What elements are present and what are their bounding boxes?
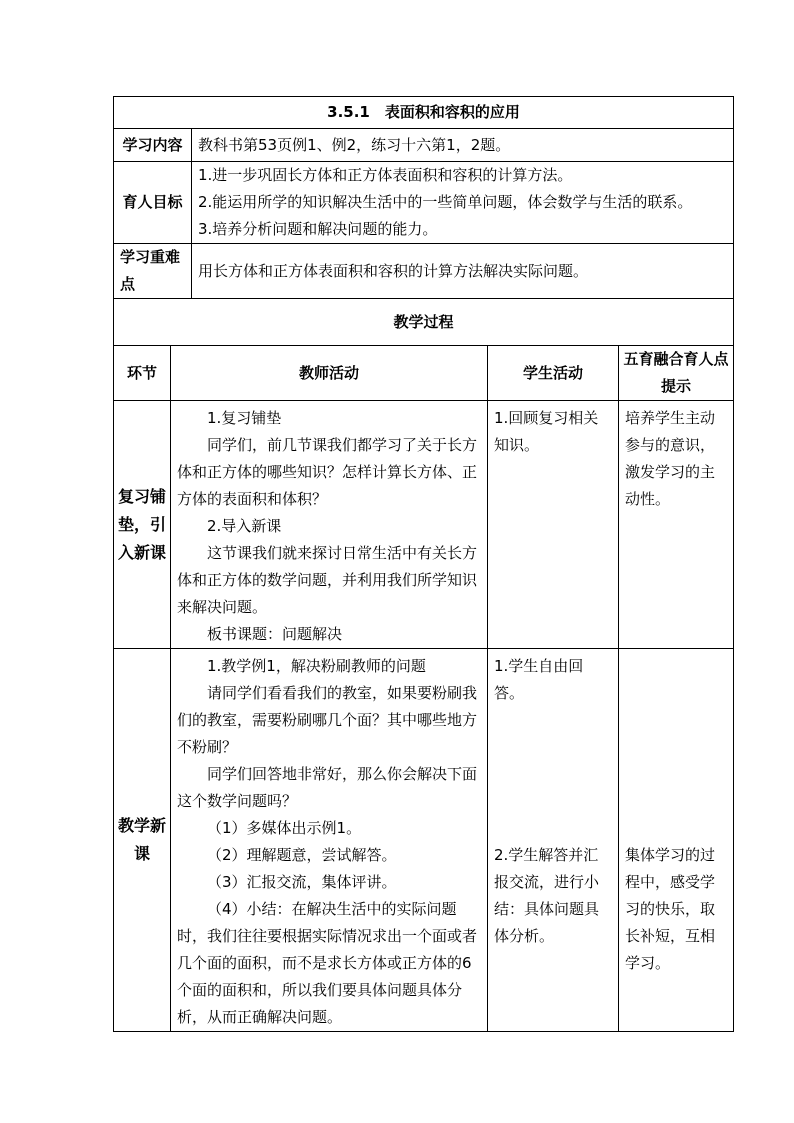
key-label: 学习重难点 bbox=[114, 244, 192, 299]
content-row bbox=[114, 129, 734, 162]
lesson-title: 3.5.1 表面积和容积的应用 bbox=[114, 97, 734, 129]
header-stage: 环节 bbox=[114, 346, 171, 401]
student-item: 1.学生自由回答。 bbox=[494, 657, 584, 702]
title-row bbox=[114, 97, 734, 129]
key-row bbox=[114, 244, 734, 299]
content-text: 教科书第53页例1、例2，练习十六第1，2题。 bbox=[192, 129, 734, 162]
teacher-paragraph: 1.复习铺垫 bbox=[207, 409, 282, 427]
teacher-paragraph: （1）多媒体出示例1。 bbox=[207, 819, 362, 837]
teacher-activity bbox=[171, 649, 488, 1032]
teacher-paragraph: 请同学们看看我们的教室，如果要粉刷我们的教室，需要粉刷哪几个面？其中哪些地方不粉刷？ bbox=[177, 684, 478, 756]
tips-item: 集体学习的过程中，感受学习的快乐，取长补短，互相学习。 bbox=[625, 846, 716, 972]
teacher-paragraph: （3）汇报交流，集体评讲。 bbox=[207, 873, 397, 891]
goal-item: 3.培养分析问题和解决问题的能力。 bbox=[198, 220, 438, 238]
lesson-plan-table bbox=[113, 96, 734, 1032]
teacher-paragraph: 1.教学例1，解决粉刷教师的问题 bbox=[207, 657, 426, 675]
tips-cell bbox=[619, 649, 734, 1032]
stage-label: 复习铺垫，引入新课 bbox=[114, 401, 171, 649]
process-title: 教学过程 bbox=[114, 299, 734, 346]
goals-list bbox=[192, 162, 734, 244]
tips-item: 培养学生主动参与的意识，激发学习的主动性。 bbox=[625, 409, 716, 508]
header-row bbox=[114, 346, 734, 401]
teacher-paragraph: 2.导入新课 bbox=[207, 517, 282, 535]
teacher-paragraph: 这节课我们就来探讨日常生活中有关长方体和正方体的数学问题，并利用我们所学知识来解决问题。 bbox=[177, 544, 478, 616]
student-item: 1.回顾复习相关知识。 bbox=[494, 409, 599, 454]
student-item: 2.学生解答并汇报交流，进行小结：具体问题具体分析。 bbox=[494, 846, 600, 945]
process-title-row bbox=[114, 299, 734, 346]
key-text: 用长方体和正方体表面积和容积的计算方法解决实际问题。 bbox=[192, 244, 734, 299]
table-row bbox=[114, 401, 734, 649]
student-activity bbox=[488, 401, 619, 649]
goals-label: 育人目标 bbox=[114, 162, 192, 244]
student-activity bbox=[488, 649, 619, 1032]
goals-row bbox=[114, 162, 734, 244]
teacher-paragraph: （2）理解题意，尝试解答。 bbox=[207, 846, 397, 864]
content-label: 学习内容 bbox=[114, 129, 192, 162]
header-student: 学生活动 bbox=[488, 346, 619, 401]
goal-item: 1.进一步巩固长方体和正方体表面积和容积的计算方法。 bbox=[198, 166, 573, 184]
teacher-paragraph: （4）小结：在解决生活中的实际问题时，我们往往要根据实际情况求出一个面或者几个面的面积，而不是求长方体或正方体的6个面的面积和，所以我们要具体问题具体分析，从而正确解决问题。 bbox=[177, 900, 478, 1026]
teacher-paragraph: 板书课题：问题解决 bbox=[207, 625, 343, 643]
stage-label: 教学新课 bbox=[114, 649, 171, 1032]
tips-cell bbox=[619, 401, 734, 649]
table-row bbox=[114, 649, 734, 1032]
header-tips: 五育融合育人点提示 bbox=[619, 346, 734, 401]
teacher-paragraph: 同学们，前几节课我们都学习了关于长方体和正方体的哪些知识？怎样计算长方体、正方体的表面积和体积？ bbox=[177, 436, 478, 508]
header-teacher: 教师活动 bbox=[171, 346, 488, 401]
teacher-activity bbox=[171, 401, 488, 649]
teacher-paragraph: 同学们回答地非常好，那么你会解决下面这个数学问题吗？ bbox=[177, 765, 478, 810]
goal-item: 2.能运用所学的知识解决生活中的一些简单问题，体会数学与生活的联系。 bbox=[198, 193, 693, 211]
